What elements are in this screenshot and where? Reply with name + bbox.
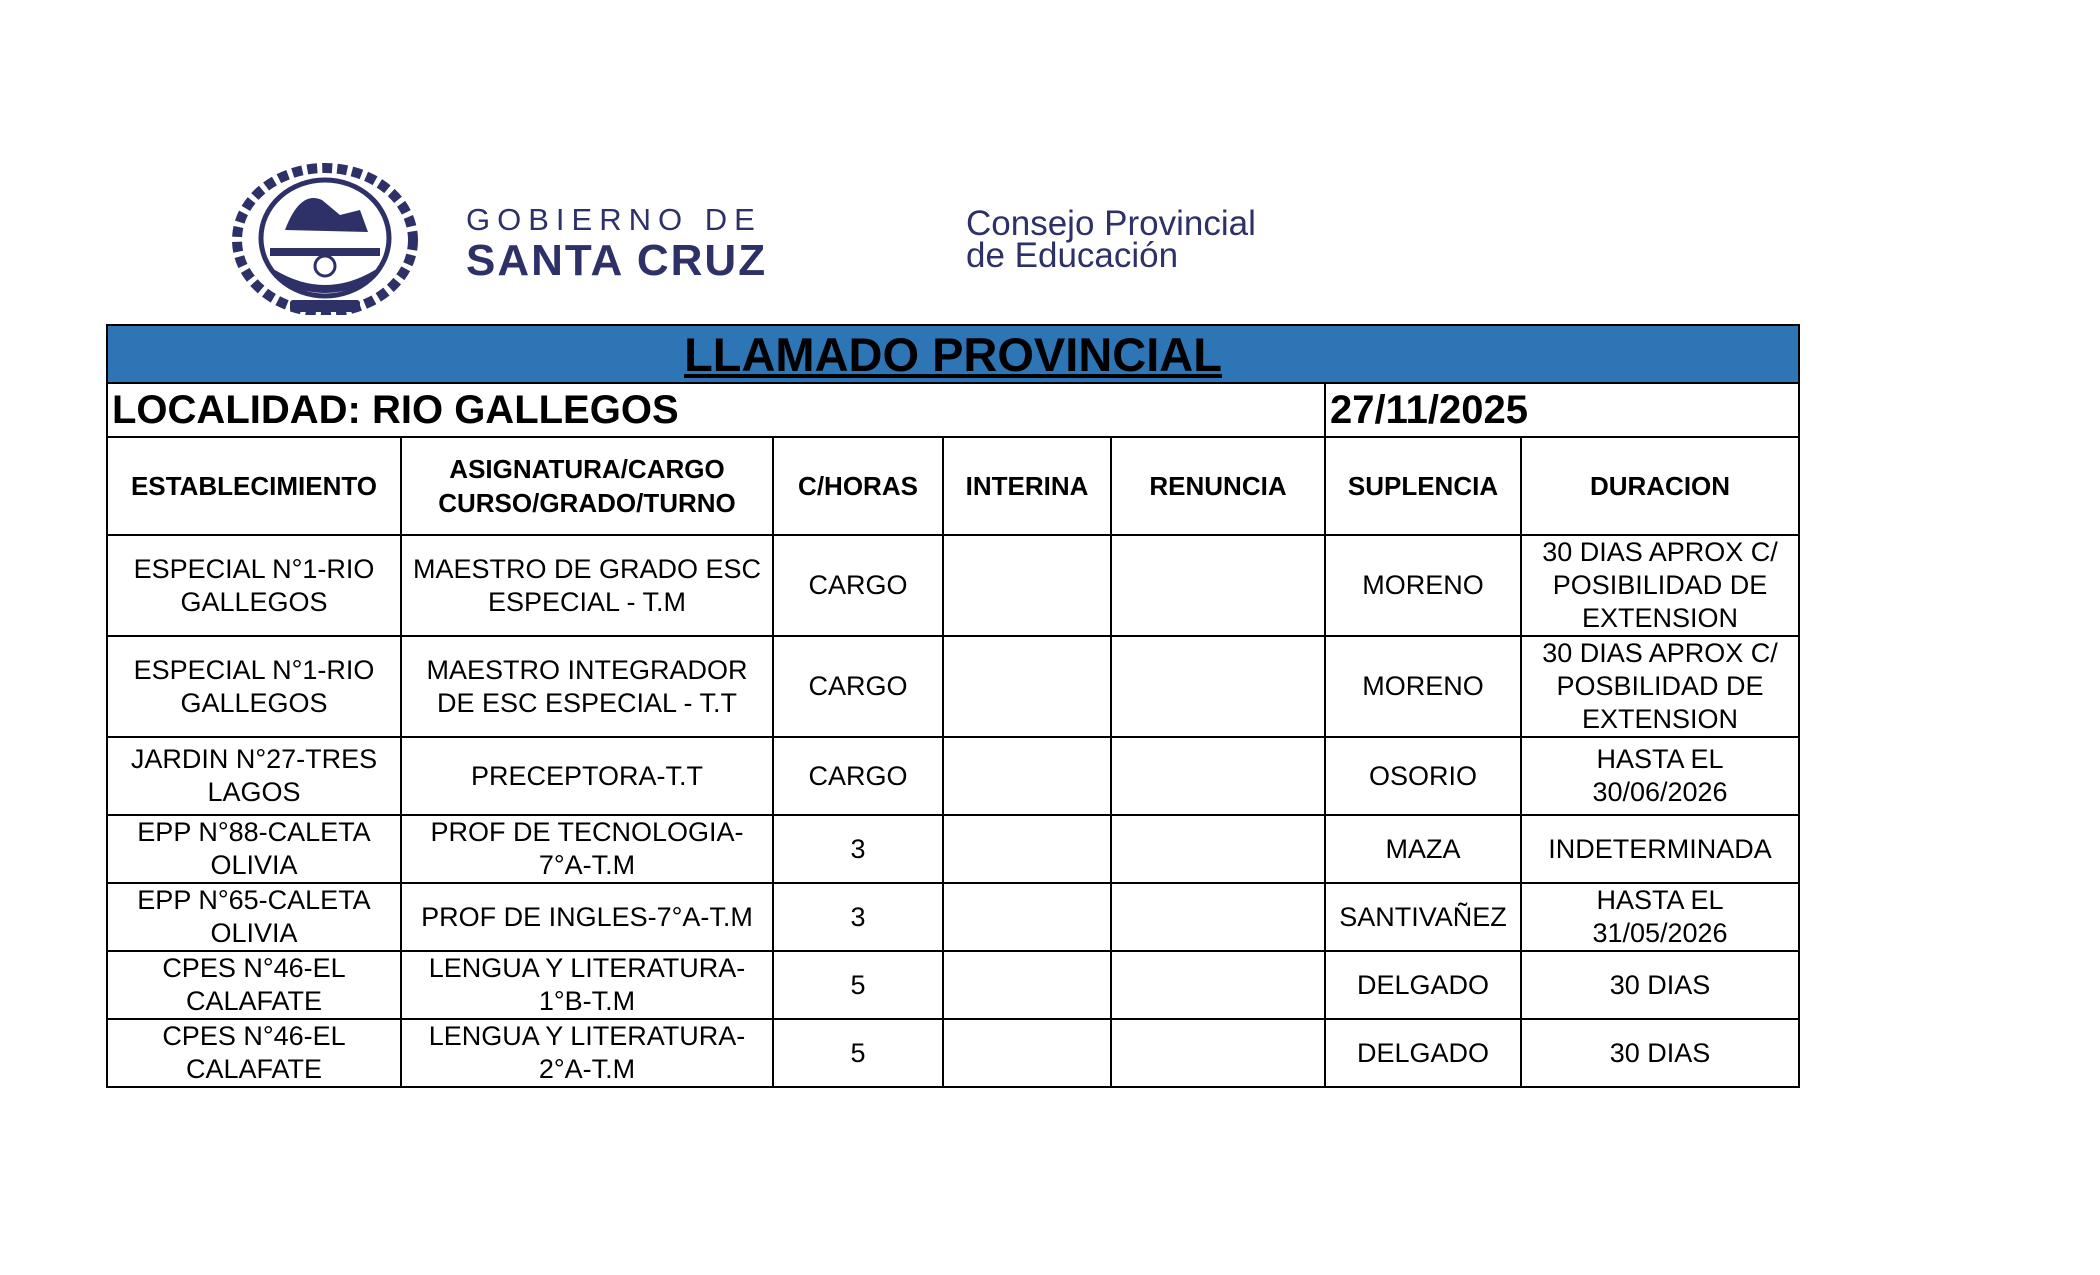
cell-establecimiento: CPES N°46-EL CALAFATE [107, 1019, 401, 1087]
col-renuncia: RENUNCIA [1111, 437, 1325, 535]
cell-asignatura: LENGUA Y LITERATURA-2°A-T.M [401, 1019, 773, 1087]
consejo-wordmark [966, 204, 1256, 275]
cell-duracion: 30 DIAS [1521, 951, 1799, 1019]
cell-establecimiento: ESPECIAL N°1-RIO GALLEGOS [107, 636, 401, 737]
santa-cruz-seal-logo [230, 160, 420, 315]
col-horas: C/HORAS [773, 437, 943, 535]
gobierno-line2: SANTA CRUZ [466, 236, 768, 285]
column-header-row [107, 437, 1799, 535]
gobierno-line1: GOBIERNO DE [466, 202, 762, 237]
fecha-cell: 27/11/2025 [1325, 383, 1799, 437]
cell-duracion: 30 DIAS APROX C/ POSIBILIDAD DE EXTENSION [1521, 535, 1799, 636]
cell-establecimiento: ESPECIAL N°1-RIO GALLEGOS [107, 535, 401, 636]
cell-renuncia [1111, 883, 1325, 951]
table-row [107, 815, 1799, 883]
cell-renuncia [1111, 737, 1325, 815]
cell-horas: 5 [773, 951, 943, 1019]
cell-renuncia [1111, 951, 1325, 1019]
title-row [107, 325, 1799, 383]
cell-renuncia [1111, 535, 1325, 636]
cell-asignatura: PRECEPTORA-T.T [401, 737, 773, 815]
cell-suplencia: OSORIO [1325, 737, 1521, 815]
cell-interina [943, 815, 1111, 883]
cell-asignatura: PROF DE INGLES-7°A-T.M [401, 883, 773, 951]
col-interina: INTERINA [943, 437, 1111, 535]
cell-asignatura: PROF DE TECNOLOGIA-7°A-T.M [401, 815, 773, 883]
col-establecimiento: ESTABLECIMIENTO [107, 437, 401, 535]
cell-duracion: 30 DIAS [1521, 1019, 1799, 1087]
cell-renuncia [1111, 1019, 1325, 1087]
col-asignatura [401, 437, 773, 535]
table-body [107, 535, 1799, 1087]
cell-establecimiento: EPP N°88-CALETA OLIVIA [107, 815, 401, 883]
cell-asignatura: MAESTRO INTEGRADOR DE ESC ESPECIAL - T.T [401, 636, 773, 737]
page-header [230, 160, 1430, 320]
localidad-cell: LOCALIDAD: RIO GALLEGOS [107, 383, 1325, 437]
localidad-row [107, 383, 1799, 437]
cell-interina [943, 883, 1111, 951]
consejo-line2: de Educación [966, 236, 1179, 275]
table-row [107, 535, 1799, 636]
cell-suplencia: MORENO [1325, 636, 1521, 737]
cell-interina [943, 1019, 1111, 1087]
cell-horas: CARGO [773, 535, 943, 636]
cell-suplencia: DELGADO [1325, 1019, 1521, 1087]
col-duracion: DURACION [1521, 437, 1799, 535]
cell-suplencia: DELGADO [1325, 951, 1521, 1019]
cell-establecimiento: EPP N°65-CALETA OLIVIA [107, 883, 401, 951]
cell-interina [943, 535, 1111, 636]
llamado-table [106, 324, 1800, 1088]
cell-horas: 3 [773, 883, 943, 951]
cell-suplencia: MORENO [1325, 535, 1521, 636]
gobierno-wordmark [466, 202, 767, 284]
consejo-line1: Consejo Provincial [966, 204, 1256, 243]
cell-duracion: INDETERMINADA [1521, 815, 1799, 883]
cell-horas: 5 [773, 1019, 943, 1087]
cell-establecimiento: CPES N°46-EL CALAFATE [107, 951, 401, 1019]
cell-renuncia [1111, 815, 1325, 883]
cell-interina [943, 951, 1111, 1019]
col-asignatura-line1: ASIGNATURA/CARGO [449, 454, 725, 484]
table-row [107, 737, 1799, 815]
table-row [107, 1019, 1799, 1087]
cell-horas: 3 [773, 815, 943, 883]
cell-suplencia: MAZA [1325, 815, 1521, 883]
page-title: LLAMADO PROVINCIAL [684, 327, 1222, 381]
cell-duracion: HASTA EL 31/05/2026 [1521, 883, 1799, 951]
cell-suplencia: SANTIVAÑEZ [1325, 883, 1521, 951]
table-row [107, 636, 1799, 737]
col-suplencia: SUPLENCIA [1325, 437, 1521, 535]
cell-asignatura: MAESTRO DE GRADO ESC ESPECIAL - T.M [401, 535, 773, 636]
cell-interina [943, 737, 1111, 815]
cell-duracion: HASTA EL 30/06/2026 [1521, 737, 1799, 815]
cell-duracion: 30 DIAS APROX C/ POSBILIDAD DE EXTENSION [1521, 636, 1799, 737]
cell-horas: CARGO [773, 737, 943, 815]
table-row [107, 951, 1799, 1019]
cell-interina [943, 636, 1111, 737]
cell-asignatura: LENGUA Y LITERATURA-1°B-T.M [401, 951, 773, 1019]
cell-establecimiento: JARDIN N°27-TRES LAGOS [107, 737, 401, 815]
cell-horas: CARGO [773, 636, 943, 737]
title-cell [107, 325, 1799, 383]
cell-renuncia [1111, 636, 1325, 737]
col-asignatura-line2: CURSO/GRADO/TURNO [438, 488, 736, 518]
table-row [107, 883, 1799, 951]
